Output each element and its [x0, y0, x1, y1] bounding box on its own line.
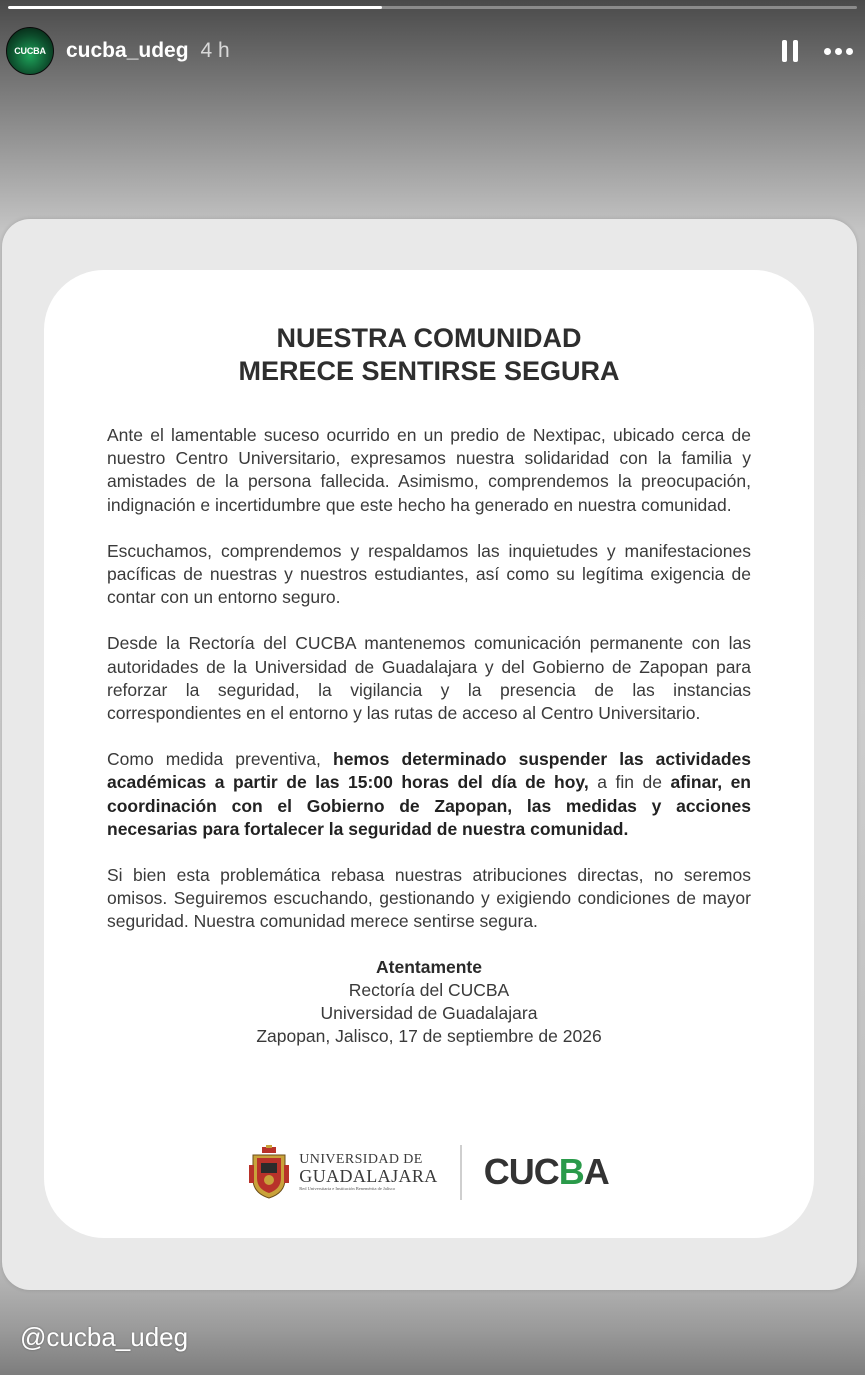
logos-row [44, 1142, 814, 1202]
cucba-logo-part-2: A [583, 1151, 609, 1192]
signature-block [107, 956, 751, 1049]
title-line-2: MERECE SENTIRSE SEGURA [238, 356, 620, 386]
logo-divider [460, 1145, 462, 1200]
signature-place-date: Zapopan, Jalisco, 17 de septiembre de 2026 [256, 1026, 602, 1047]
mention-sticker[interactable]: @cucba_udeg [20, 1322, 189, 1352]
paragraph-3: Desde la Rectoría del CUCBA mantenemos comunicación permanente con las autoridades de la Universidad de Guadalajara y del Gobierno de Zapopan para reforzar la seguridad, la vigilancia y la presencia de las instancias correspondientes en el entorno y las rutas de acceso al Centro Universitario. [107, 633, 751, 724]
paragraph-4-text-b: a fin de [588, 772, 671, 793]
announcement-card [44, 270, 814, 1238]
avatar-label: CUCBA [14, 46, 46, 56]
cucba-logo [484, 1151, 609, 1193]
paragraph-4 [107, 748, 751, 841]
story-progress-fill [8, 6, 382, 9]
paragraph-5: Si bien esta problemática rebasa nuestras atribuciones directas, no seremos omisos. Seguiremos escuchando, gestionando y exigiendo condiciones de mayor seguridad. Nuestra comunidad merece sentirse segura. [107, 865, 751, 932]
signature-office: Rectoría del CUCBA [348, 979, 510, 1000]
cucba-logo-leaf-letter: B [558, 1151, 584, 1192]
paragraph-1: Ante el lamentable suceso ocurrido en un predio de Nextipac, ubicado cerca de nuestro Centro Universitario, expresamos nuestra solidaridad con la familia y amistades de la persona fallecida. Asimismo, comprendemos la preocupación, indignación e incertidumbre que este hecho ha generado en nuestra comunidad. [107, 425, 751, 515]
udg-tagline: Red Universitaria e Institución Benemérita de Jalisco [299, 1186, 396, 1191]
title-line-1: NUESTRA COMUNIDAD [276, 323, 582, 353]
story-header [6, 27, 853, 75]
udg-name-line-1: UNIVERSIDAD DE [299, 1152, 423, 1167]
udg-logo [249, 1145, 437, 1199]
udg-crest-icon [249, 1145, 289, 1199]
pause-icon[interactable] [782, 40, 798, 62]
signature-university: Universidad de Guadalajara [320, 1003, 538, 1024]
paragraph-4-bold-a: hemos determinado suspender las actividades académicas a partir de las 15:00 horas del día de hoy, [107, 749, 751, 793]
more-options-icon[interactable] [824, 48, 853, 55]
story-progress-bar [8, 6, 857, 9]
announcement-body [107, 322, 751, 1048]
signature-closing: Atentamente [376, 956, 482, 977]
paragraph-4-bold-b: afinar, en coordinación con el Gobierno de Zapopan, las medidas y acciones necesarias para fortalecer la seguridad de nuestra comunidad. [107, 772, 751, 839]
avatar[interactable] [6, 27, 54, 75]
announcement-title [107, 322, 751, 388]
username-link[interactable]: cucba_udeg [66, 39, 189, 62]
udg-name-line-2: GUADALAJARA [299, 1166, 438, 1186]
udg-wordmark [299, 1152, 437, 1192]
cucba-logo-part-1: CUC [483, 1151, 559, 1192]
paragraph-4-text-a: Como medida preventiva, [107, 749, 333, 770]
post-time: 4 h [200, 39, 230, 62]
paragraph-2: Escuchamos, comprendemos y respaldamos las inquietudes y manifestaciones pacíficas de nuestras y nuestros estudiantes, así como su legítima exigencia de contar con un entorno seguro. [107, 540, 751, 608]
